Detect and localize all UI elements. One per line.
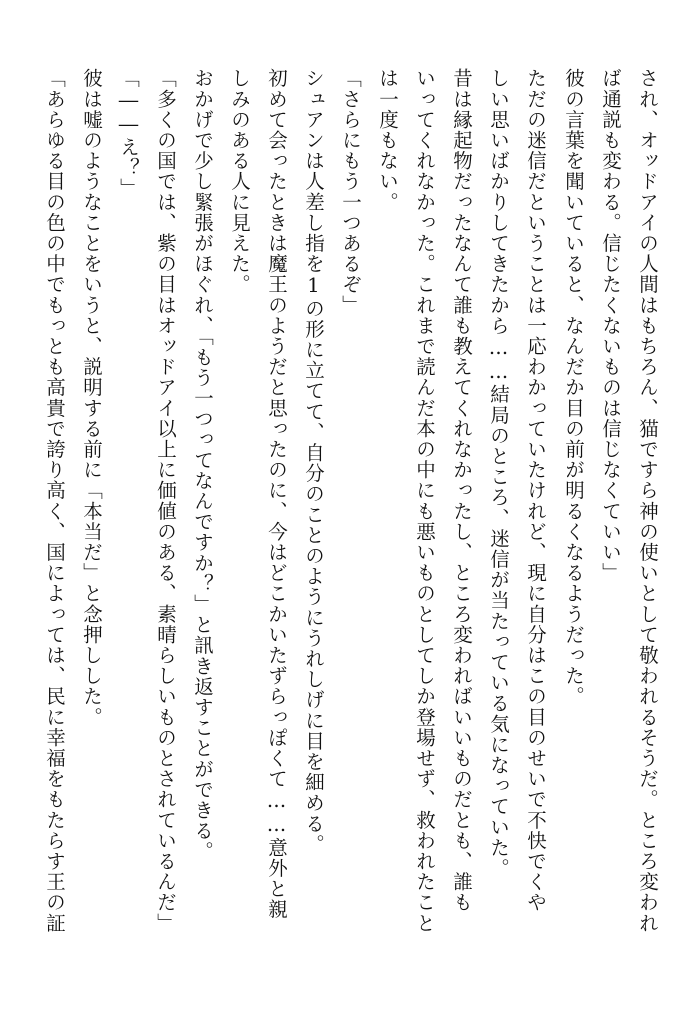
text-line: 昔は縁起物だったなんて誰も教えてくれなかったし、ところ変わればいいものだとも、誰も — [450, 68, 473, 913]
text-line: 「あらゆる目の色の中でもっとも高貴で誇り高く、国によっては、民に幸福をもたらす王の証 — [43, 68, 66, 934]
text-line: 「――え？」 — [117, 68, 140, 199]
text-line: 初めて会ったときは魔王のようだと思ったのに、今はどこかいたずらっぽくて……意外と親 — [265, 68, 288, 920]
text-line: おかげで少し緊張がほぐれ、「もう一つってなんですか？」と訊き返すことができる。 — [191, 68, 214, 862]
text-line: いってくれなかった。これまで読んだ本の中にも悪いものとしてしか登場せず、救われたこと — [413, 68, 436, 934]
text-line: ただの迷信だということは一応わかっていたけれど、現に自分はこの目のせいで不快でくや — [524, 68, 547, 913]
text-line: は一度もない。 — [376, 68, 399, 213]
text-line: しい思いばかりしてきたから……結局のところ、迷信が当たっている気になっていた。 — [487, 68, 510, 879]
text-line: しみのある人に見えた。 — [228, 68, 251, 295]
text-line: ば通説も変わる。信じたくないものは信じなくていい」 — [599, 68, 622, 583]
text-line: 「さらにもう一つあるぞ」 — [339, 68, 362, 316]
text-line: 彼の言葉を聞いていると、なんだか目の前が明るくなるようだった。 — [562, 68, 585, 707]
text-line: 彼は嘘のようなことをいうと、説明する前に「本当だ」と念押しした。 — [80, 68, 103, 728]
text-line: 「多くの国では、紫の目はオッドアイ以上に価値のある、素晴らしいものとされているんだ」 — [154, 68, 177, 934]
text-line: シュアンは人差し指を1の形に立てて、自分のことのようにうれしげに目を細める。 — [302, 68, 325, 855]
text-line: され、オッドアイの人間はもちろん、猫ですら神の使いとして敬われるそうだ。ところ変われ — [636, 68, 659, 934]
